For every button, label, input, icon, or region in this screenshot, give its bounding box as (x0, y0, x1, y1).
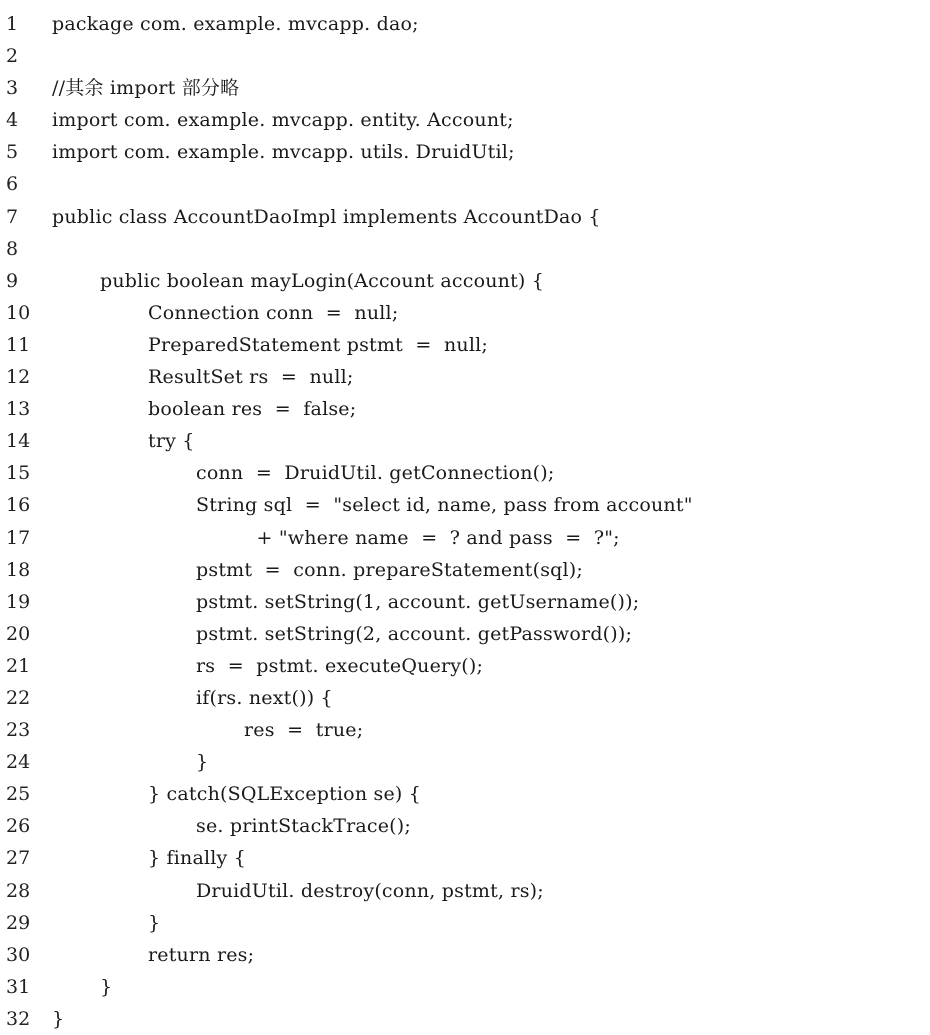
line-number: 21 (6, 654, 31, 677)
code-line (0, 72, 930, 104)
code-text: se. printStackTrace(); (196, 815, 411, 838)
line-number: 26 (6, 815, 31, 838)
code-line (0, 393, 930, 425)
code-text: package com. example. mvcapp. dao; (52, 13, 419, 35)
code-line (0, 682, 930, 714)
code-line (0, 104, 930, 136)
code-line (0, 650, 930, 682)
code-text: boolean res = false; (148, 398, 357, 421)
code-text: PreparedStatement pstmt = null; (148, 333, 489, 356)
code-text: //其余 import 部分略 (52, 77, 240, 100)
line-number: 30 (6, 943, 31, 966)
code-line (0, 297, 930, 329)
line-number: 10 (6, 301, 31, 324)
line-number: 28 (6, 879, 31, 902)
code-text: import com. example. mvcapp. utils. DruidUtil; (52, 141, 515, 164)
line-number: 32 (6, 1007, 31, 1030)
code-text: } (148, 911, 161, 934)
line-number: 20 (6, 622, 31, 645)
line-number: 15 (6, 462, 31, 485)
code-line (0, 810, 930, 842)
line-number: 5 (6, 141, 19, 164)
code-text: rs = pstmt. executeQuery(); (196, 654, 484, 677)
code-text: } (100, 975, 113, 998)
line-number: 7 (6, 205, 19, 228)
code-line (0, 136, 930, 168)
line-number: 29 (6, 911, 31, 934)
line-number: 4 (6, 109, 19, 132)
code-text: conn = DruidUtil. getConnection(); (196, 462, 555, 485)
line-number: 27 (6, 847, 31, 870)
code-text: } catch(SQLException se) { (148, 783, 422, 806)
code-text: + "where name = ? and pass = ?"; (244, 526, 620, 549)
code-text: Connection conn = null; (148, 301, 399, 324)
code-text: try { (148, 430, 195, 453)
code-text: } (52, 1007, 65, 1030)
code-text: return res; (148, 943, 255, 966)
code-line (0, 1003, 930, 1035)
code-line (0, 40, 930, 72)
line-number: 1 (6, 13, 19, 35)
code-text: } (196, 751, 209, 774)
code-text: public boolean mayLogin(Account account) { (100, 269, 545, 292)
code-text: public class AccountDaoImpl implements AccountDao { (52, 205, 601, 228)
line-number: 24 (6, 751, 31, 774)
code-line (0, 907, 930, 939)
code-line (0, 971, 930, 1003)
code-text: pstmt = conn. prepareStatement(sql); (196, 558, 584, 581)
code-text: pstmt. setString(1, account. getUsername()); (196, 590, 640, 613)
code-line (0, 8, 930, 40)
code-line (0, 265, 930, 297)
code-line (0, 714, 930, 746)
code-line (0, 168, 930, 200)
line-number: 3 (6, 77, 19, 100)
line-number: 8 (6, 237, 19, 260)
code-line (0, 875, 930, 907)
code-text: import com. example. mvcapp. entity. Account; (52, 109, 514, 132)
code-text: res = true; (244, 719, 364, 742)
code-text: if(rs. next()) { (196, 686, 333, 709)
line-number: 14 (6, 430, 31, 453)
line-number: 23 (6, 719, 31, 742)
line-number: 9 (6, 269, 19, 292)
line-number: 11 (6, 333, 31, 356)
line-number: 16 (6, 494, 31, 517)
code-line (0, 618, 930, 650)
code-text: pstmt. setString(2, account. getPassword()); (196, 622, 633, 645)
line-number: 22 (6, 686, 31, 709)
code-line (0, 746, 930, 778)
line-number: 2 (6, 45, 19, 68)
line-number: 31 (6, 975, 31, 998)
code-line (0, 842, 930, 874)
code-line (0, 329, 930, 361)
code-line (0, 201, 930, 233)
line-number: 6 (6, 173, 19, 196)
code-line (0, 361, 930, 393)
code-line (0, 522, 930, 554)
code-line (0, 778, 930, 810)
line-number: 18 (6, 558, 31, 581)
code-text: String sql = "select id, name, pass from account" (196, 494, 693, 517)
line-number: 17 (6, 526, 31, 549)
line-number: 19 (6, 590, 31, 613)
code-line (0, 939, 930, 971)
line-number: 25 (6, 783, 31, 806)
code-text: DruidUtil. destroy(conn, pstmt, rs); (196, 879, 544, 902)
code-line (0, 586, 930, 618)
code-line (0, 457, 930, 489)
code-text: } finally { (148, 847, 247, 870)
code-line (0, 425, 930, 457)
line-number: 12 (6, 366, 31, 389)
code-line (0, 233, 930, 265)
code-text: ResultSet rs = null; (148, 366, 354, 389)
code-listing (0, 8, 930, 1035)
code-line (0, 554, 930, 586)
line-number: 13 (6, 398, 31, 421)
code-line (0, 489, 930, 521)
